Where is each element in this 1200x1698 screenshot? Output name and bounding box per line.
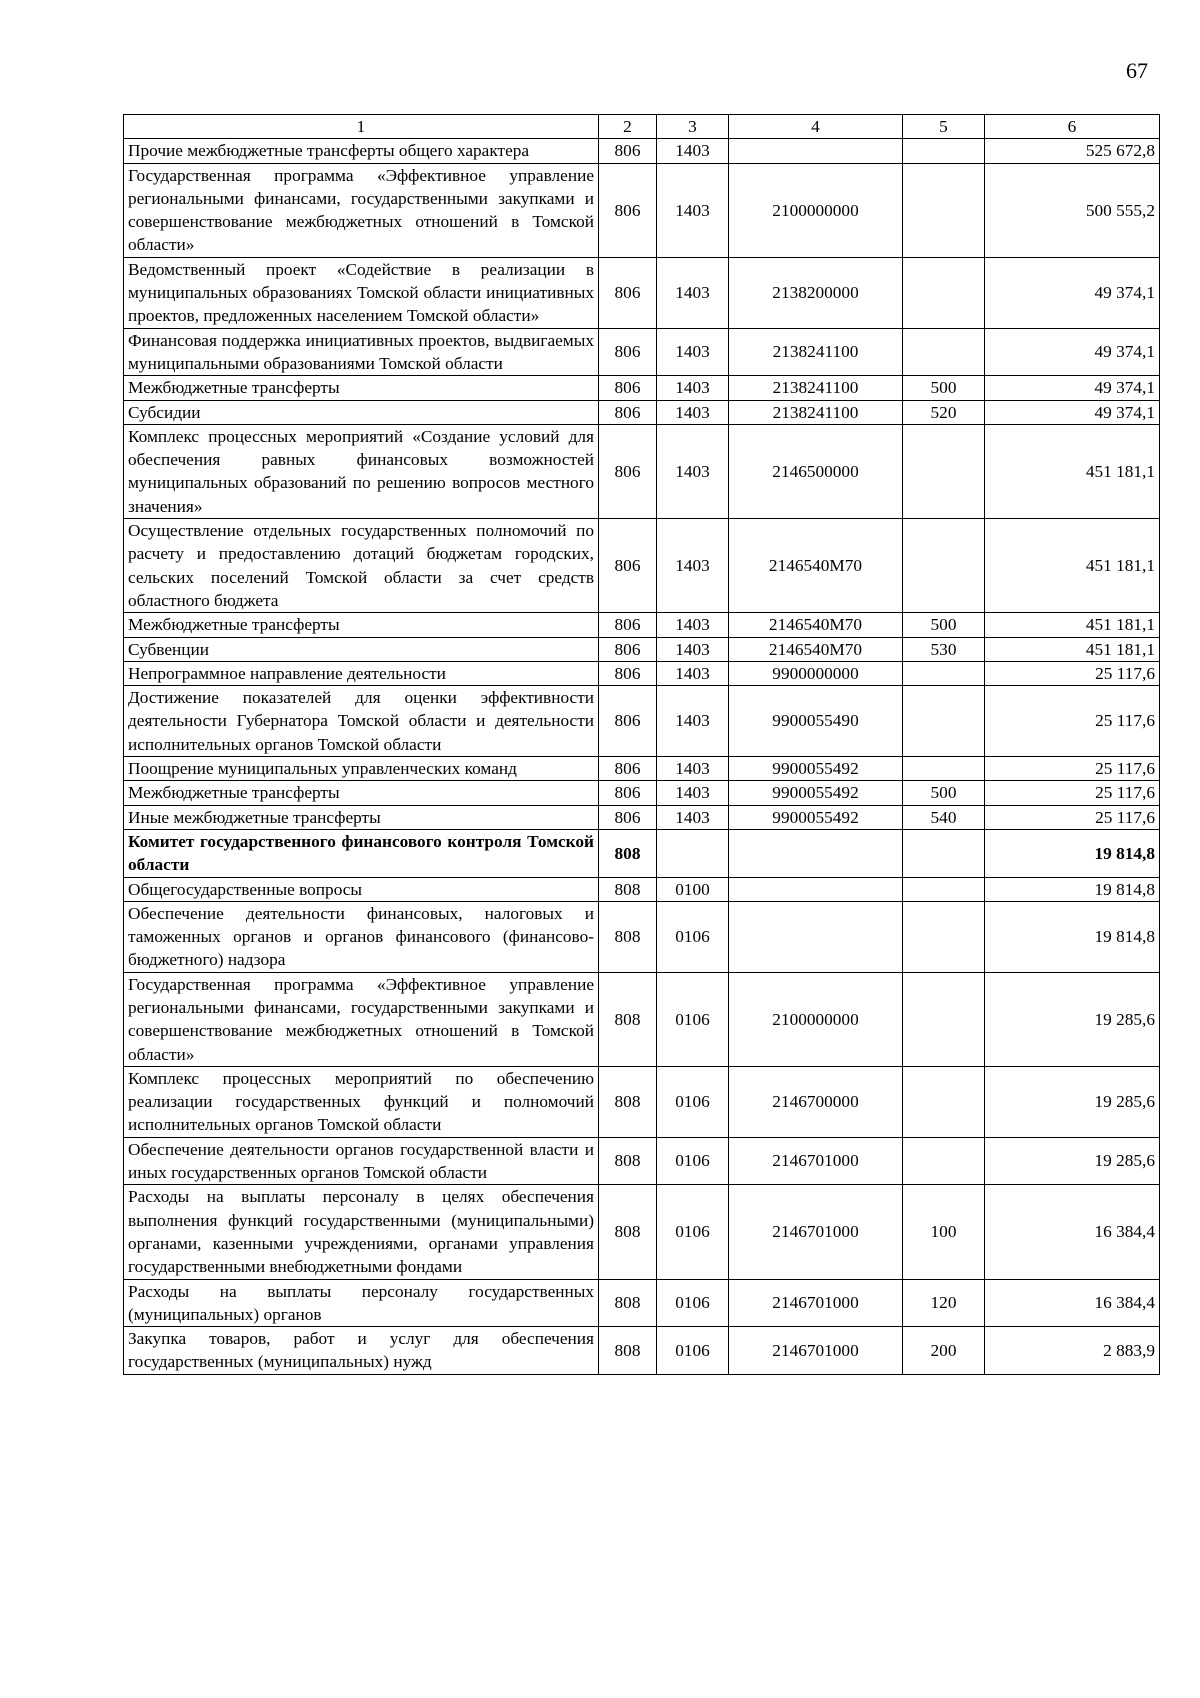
row-ministry-code: 806: [599, 637, 657, 661]
row-name: Поощрение муниципальных управленческих команд: [124, 757, 599, 781]
row-amount: 25 117,6: [985, 805, 1160, 829]
row-expense-type-code: [903, 1066, 985, 1137]
row-ministry-code: 806: [599, 661, 657, 685]
row-section-code: 0106: [657, 1327, 729, 1375]
row-target-code: 2138241100: [729, 376, 903, 400]
row-amount: 19 814,8: [985, 901, 1160, 972]
row-target-code: 2146701000: [729, 1327, 903, 1375]
table-row: [124, 163, 1160, 257]
row-expense-type-code: [903, 661, 985, 685]
row-ministry-code: 806: [599, 163, 657, 257]
row-section-code: 1403: [657, 376, 729, 400]
row-section-code: 0106: [657, 1137, 729, 1185]
row-name: Общегосударственные вопросы: [124, 877, 599, 901]
row-section-code: 0106: [657, 1185, 729, 1279]
row-section-code: 1403: [657, 139, 729, 163]
row-section-code: 0106: [657, 901, 729, 972]
row-target-code: [729, 829, 903, 877]
row-name: Финансовая поддержка инициативных проектов, выдвигаемых муниципальными образованиями Томской области: [124, 328, 599, 376]
row-target-code: 9900000000: [729, 661, 903, 685]
row-amount: 451 181,1: [985, 637, 1160, 661]
row-name: Расходы на выплаты персоналу государственных (муниципальных) органов: [124, 1279, 599, 1327]
row-section-code: 1403: [657, 637, 729, 661]
row-ministry-code: 806: [599, 686, 657, 757]
row-expense-type-code: [903, 519, 985, 613]
row-ministry-code: 808: [599, 1185, 657, 1279]
table-row: [124, 257, 1160, 328]
row-ministry-code: 808: [599, 1279, 657, 1327]
row-target-code: 9900055490: [729, 686, 903, 757]
row-expense-type-code: [903, 877, 985, 901]
table-row: [124, 328, 1160, 376]
row-expense-type-code: [903, 901, 985, 972]
row-section-code: 1403: [657, 163, 729, 257]
row-amount: 451 181,1: [985, 424, 1160, 518]
table-row: [124, 376, 1160, 400]
table-row: [124, 661, 1160, 685]
table-row: [124, 139, 1160, 163]
row-name: Прочие межбюджетные трансферты общего характера: [124, 139, 599, 163]
column-header-amount: 6: [985, 115, 1160, 139]
table-row: [124, 1066, 1160, 1137]
row-name: Межбюджетные трансферты: [124, 613, 599, 637]
row-amount: 49 374,1: [985, 376, 1160, 400]
row-section-code: 1403: [657, 757, 729, 781]
row-section-code: 0100: [657, 877, 729, 901]
row-target-code: 2146700000: [729, 1066, 903, 1137]
row-expense-type-code: 500: [903, 613, 985, 637]
table-row: [124, 757, 1160, 781]
table-row: [124, 637, 1160, 661]
row-expense-type-code: [903, 139, 985, 163]
row-amount: 19 814,8: [985, 829, 1160, 877]
row-name: Государственная программа «Эффективное управление региональными финансами, государственными закупками и совершенствование межбюджетных отношений в Томской области»: [124, 972, 599, 1066]
row-target-code: 2138241100: [729, 328, 903, 376]
row-ministry-code: 808: [599, 1066, 657, 1137]
row-amount: 49 374,1: [985, 257, 1160, 328]
row-section-code: 1403: [657, 328, 729, 376]
row-name: Ведомственный проект «Содействие в реализации в муниципальных образованиях Томской области инициативных проектов, предложенных населением Томской области»: [124, 257, 599, 328]
column-header-name: 1: [124, 115, 599, 139]
row-target-code: 2146540M70: [729, 519, 903, 613]
row-amount: 25 117,6: [985, 757, 1160, 781]
row-expense-type-code: [903, 424, 985, 518]
row-expense-type-code: 500: [903, 781, 985, 805]
row-section-code: 1403: [657, 400, 729, 424]
row-expense-type-code: 500: [903, 376, 985, 400]
row-name: Комплекс процессных мероприятий «Создание условий для обеспечения равных финансовых возможностей муниципальных образований по решению вопросов местного значения»: [124, 424, 599, 518]
row-amount: 451 181,1: [985, 613, 1160, 637]
row-ministry-code: 806: [599, 781, 657, 805]
row-section-code: 1403: [657, 686, 729, 757]
table-row: [124, 613, 1160, 637]
row-ministry-code: 808: [599, 1137, 657, 1185]
row-amount: 19 285,6: [985, 1137, 1160, 1185]
row-section-code: [657, 829, 729, 877]
row-target-code: 2146540M70: [729, 637, 903, 661]
row-name: Государственная программа «Эффективное управление региональными финансами, государственными закупками и совершенствование межбюджетных отношений в Томской области»: [124, 163, 599, 257]
row-ministry-code: 806: [599, 519, 657, 613]
row-target-code: 9900055492: [729, 781, 903, 805]
row-expense-type-code: 520: [903, 400, 985, 424]
row-amount: 19 285,6: [985, 972, 1160, 1066]
row-ministry-code: 806: [599, 400, 657, 424]
row-ministry-code: 808: [599, 829, 657, 877]
table-row: [124, 781, 1160, 805]
row-target-code: 2146540M70: [729, 613, 903, 637]
column-header-section: 3: [657, 115, 729, 139]
row-amount: 2 883,9: [985, 1327, 1160, 1375]
row-ministry-code: 806: [599, 328, 657, 376]
table-row: [124, 877, 1160, 901]
row-section-code: 0106: [657, 1279, 729, 1327]
row-name: Субвенции: [124, 637, 599, 661]
row-target-code: 2146701000: [729, 1137, 903, 1185]
row-name: Осуществление отдельных государственных полномочий по расчету и предоставлению дотаций бюджетам городских, сельских поселений Томской области за счет средств областного бюджета: [124, 519, 599, 613]
row-expense-type-code: [903, 757, 985, 781]
row-expense-type-code: [903, 1137, 985, 1185]
row-amount: 25 117,6: [985, 661, 1160, 685]
row-amount: 525 672,8: [985, 139, 1160, 163]
table-row: [124, 1279, 1160, 1327]
row-expense-type-code: [903, 328, 985, 376]
row-expense-type-code: [903, 686, 985, 757]
row-expense-type-code: [903, 972, 985, 1066]
column-header-ministry: 2: [599, 115, 657, 139]
row-target-code: 9900055492: [729, 805, 903, 829]
row-ministry-code: 806: [599, 757, 657, 781]
row-expense-type-code: [903, 163, 985, 257]
row-amount: 25 117,6: [985, 781, 1160, 805]
row-target-code: [729, 901, 903, 972]
row-expense-type-code: 100: [903, 1185, 985, 1279]
column-header-target: 4: [729, 115, 903, 139]
row-ministry-code: 808: [599, 1327, 657, 1375]
row-amount: 451 181,1: [985, 519, 1160, 613]
row-section-code: 1403: [657, 257, 729, 328]
table-header-row: [124, 115, 1160, 139]
row-target-code: 9900055492: [729, 757, 903, 781]
row-amount: 500 555,2: [985, 163, 1160, 257]
row-target-code: [729, 877, 903, 901]
row-ministry-code: 806: [599, 257, 657, 328]
row-amount: 16 384,4: [985, 1185, 1160, 1279]
table-row: [124, 1137, 1160, 1185]
row-ministry-code: 808: [599, 901, 657, 972]
row-name: Обеспечение деятельности финансовых, налоговых и таможенных органов и органов финансового (финансово-бюджетного) надзора: [124, 901, 599, 972]
row-target-code: 2146701000: [729, 1185, 903, 1279]
table-row: [124, 686, 1160, 757]
table-row: [124, 1185, 1160, 1279]
table-row: [124, 805, 1160, 829]
row-target-code: 2146701000: [729, 1279, 903, 1327]
row-amount: 19 814,8: [985, 877, 1160, 901]
row-expense-type-code: 200: [903, 1327, 985, 1375]
row-section-code: 1403: [657, 424, 729, 518]
row-name: Обеспечение деятельности органов государственной власти и иных государственных органов Томской области: [124, 1137, 599, 1185]
row-amount: 49 374,1: [985, 400, 1160, 424]
row-ministry-code: 806: [599, 805, 657, 829]
row-section-code: 1403: [657, 805, 729, 829]
row-name: Межбюджетные трансферты: [124, 781, 599, 805]
row-section-code: 0106: [657, 1066, 729, 1137]
row-name: Межбюджетные трансферты: [124, 376, 599, 400]
row-expense-type-code: 540: [903, 805, 985, 829]
budget-table: [123, 114, 1160, 1375]
table-row: [124, 1327, 1160, 1375]
row-ministry-code: 806: [599, 139, 657, 163]
row-ministry-code: 806: [599, 376, 657, 400]
row-section-code: 1403: [657, 661, 729, 685]
row-target-code: 2100000000: [729, 972, 903, 1066]
row-name: Комитет государственного финансового контроля Томской области: [124, 829, 599, 877]
row-section-code: 1403: [657, 519, 729, 613]
row-expense-type-code: 120: [903, 1279, 985, 1327]
row-name: Достижение показателей для оценки эффективности деятельности Губернатора Томской области и деятельности исполнительных органов Томской области: [124, 686, 599, 757]
row-amount: 49 374,1: [985, 328, 1160, 376]
row-target-code: 2138241100: [729, 400, 903, 424]
row-expense-type-code: [903, 829, 985, 877]
row-amount: 25 117,6: [985, 686, 1160, 757]
row-name: Закупка товаров, работ и услуг для обеспечения государственных (муниципальных) нужд: [124, 1327, 599, 1375]
row-target-code: [729, 139, 903, 163]
row-amount: 16 384,4: [985, 1279, 1160, 1327]
table-row: [124, 829, 1160, 877]
table-row: [124, 901, 1160, 972]
row-ministry-code: 808: [599, 877, 657, 901]
row-ministry-code: 806: [599, 613, 657, 637]
row-section-code: 1403: [657, 781, 729, 805]
row-ministry-code: 808: [599, 972, 657, 1066]
row-name: Субсидии: [124, 400, 599, 424]
row-name: Комплекс процессных мероприятий по обеспечению реализации государственных функций и полномочий исполнительных органов Томской области: [124, 1066, 599, 1137]
row-name: Расходы на выплаты персоналу в целях обеспечения выполнения функций государственными (муниципальными) органами, казенными учреждениями, органами управления государственными внебюджетными фондами: [124, 1185, 599, 1279]
page-number: 67: [1126, 58, 1148, 83]
table-row: [124, 424, 1160, 518]
row-target-code: 2146500000: [729, 424, 903, 518]
row-section-code: 1403: [657, 613, 729, 637]
table-row: [124, 400, 1160, 424]
column-header-expense-type: 5: [903, 115, 985, 139]
row-section-code: 0106: [657, 972, 729, 1066]
row-target-code: 2138200000: [729, 257, 903, 328]
row-name: Непрограммное направление деятельности: [124, 661, 599, 685]
table-row: [124, 972, 1160, 1066]
row-amount: 19 285,6: [985, 1066, 1160, 1137]
row-expense-type-code: [903, 257, 985, 328]
table-row: [124, 519, 1160, 613]
row-target-code: 2100000000: [729, 163, 903, 257]
row-name: Иные межбюджетные трансферты: [124, 805, 599, 829]
row-ministry-code: 806: [599, 424, 657, 518]
row-expense-type-code: 530: [903, 637, 985, 661]
